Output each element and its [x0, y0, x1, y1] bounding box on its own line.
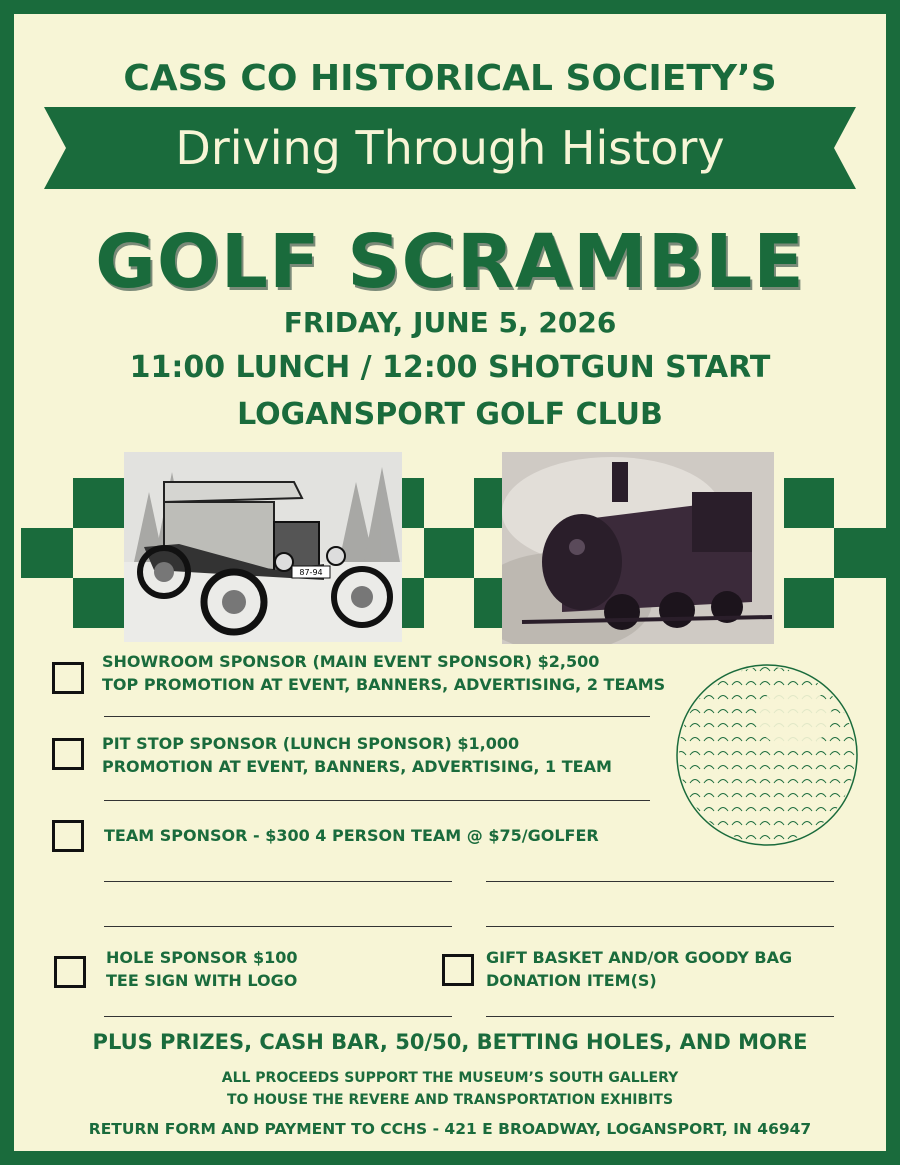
vintage-car-image [124, 452, 402, 642]
golf-ball-icon [674, 662, 860, 848]
event-title: GOLF SCRAMBLE [95, 219, 805, 305]
hole-sponsor-label [106, 946, 297, 992]
showroom-sponsor-label [102, 650, 665, 696]
gift-basket-label [486, 946, 792, 992]
event-schedule: 11:00 LUNCH / 12:00 SHOTGUN START [129, 350, 771, 385]
organization-title: CASS CO HISTORICAL SOCIETY’S [123, 58, 777, 99]
hole-sponsor-details: TEE SIGN WITH LOGO [106, 971, 298, 990]
showroom-sponsor-checkbox[interactable] [52, 662, 84, 694]
event-venue: LOGANSPORT GOLF CLUB [237, 397, 663, 432]
steam-locomotive-image [502, 452, 774, 644]
gift-basket-checkbox[interactable] [442, 954, 474, 986]
gift-basket-line[interactable] [486, 1016, 834, 1017]
team-sponsor-title: TEAM SPONSOR - $300 4 PERSON TEAM @ $75/GOLFER [104, 826, 599, 845]
pit-stop-name-line[interactable] [104, 800, 650, 801]
gift-basket-details: DONATION ITEM(S) [486, 971, 657, 990]
golfer-1-line[interactable] [104, 881, 452, 882]
hole-sponsor-checkbox[interactable] [54, 956, 86, 988]
gift-basket-title: GIFT BASKET AND/OR GOODY BAG [486, 948, 793, 967]
pit-stop-sponsor-title: PIT STOP SPONSOR (LUNCH SPONSOR) $1,000 [102, 734, 520, 753]
showroom-name-line[interactable] [104, 716, 650, 717]
pit-stop-sponsor-details: PROMOTION AT EVENT, BANNERS, ADVERTISING, 1 TEAM [102, 757, 612, 776]
team-sponsor-label [104, 824, 599, 847]
banner-title: Driving Through History [175, 121, 725, 175]
hole-sponsor-title: HOLE SPONSOR $100 [106, 948, 298, 967]
golfer-2-line[interactable] [486, 881, 834, 882]
flyer-content [14, 14, 886, 1151]
event-date: FRIDAY, JUNE 5, 2026 [283, 306, 617, 339]
return-address: RETURN FORM AND PAYMENT TO CCHS - 421 E BROADWAY, LOGANSPORT, IN 46947 [88, 1120, 812, 1138]
hole-sponsor-line[interactable] [104, 1016, 452, 1017]
golfer-3-line[interactable] [104, 926, 452, 927]
team-sponsor-checkbox[interactable] [52, 820, 84, 852]
svg-text:87-94: 87-94 [299, 568, 323, 577]
showroom-sponsor-details: TOP PROMOTION AT EVENT, BANNERS, ADVERTISING, 2 TEAMS [102, 675, 666, 694]
pit-stop-sponsor-checkbox[interactable] [52, 738, 84, 770]
event-extras: PLUS PRIZES, CASH BAR, 50/50, BETTING HOLES, AND MORE [92, 1030, 808, 1054]
pit-stop-sponsor-label [102, 732, 612, 778]
showroom-sponsor-title: SHOWROOM SPONSOR (MAIN EVENT SPONSOR) $2,500 [102, 652, 600, 671]
proceeds-line-2: TO HOUSE THE REVERE AND TRANSPORTATION EXHIBITS [226, 1092, 674, 1108]
proceeds-line-1: ALL PROCEEDS SUPPORT THE MUSEUM’S SOUTH GALLERY [221, 1070, 679, 1086]
golfer-4-line[interactable] [486, 926, 834, 927]
